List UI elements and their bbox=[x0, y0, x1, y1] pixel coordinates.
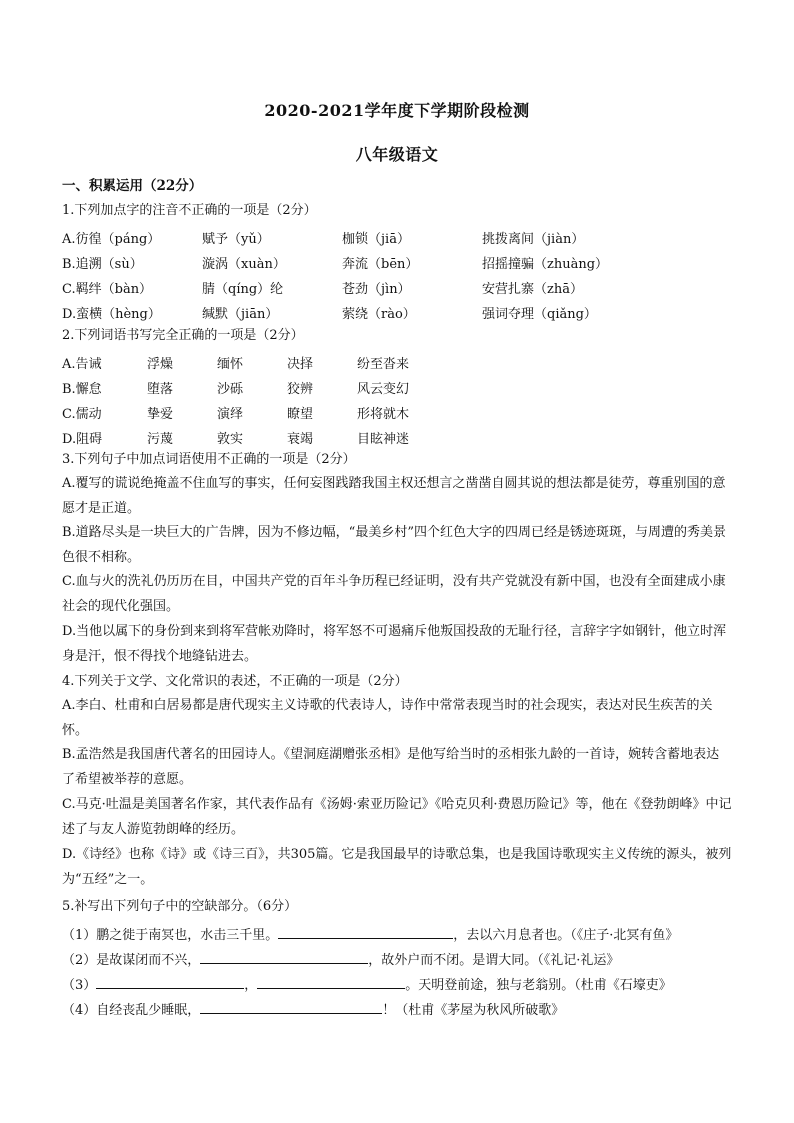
q2-b-2: 堕落 bbox=[147, 382, 174, 397]
q1-b-2: 漩涡（xuàn） bbox=[202, 257, 286, 272]
q4-option-a: A.李白、杜甫和白居易都是唐代现实主义诗歌的代表诗人，诗作中常常表现当时的社会现实，表达对民生疾苦的关怀。 bbox=[62, 698, 713, 738]
q2-a-5: 纷至沓来 bbox=[357, 357, 410, 372]
q3-stem: 3.下列句子中加点词语使用不正确的一项是（2分） bbox=[62, 452, 356, 467]
q3-option-b: B.道路尽头是一块巨大的广告牌，因为不修边幅，“最美乡村”四个红色大字的四周已经是锈迹斑斑，与周遭的秀美景色很不相称。 bbox=[62, 525, 726, 565]
q4-option-c: C.马克·吐温是美国著名作家，其代表作品有《汤姆·索亚历险记》《哈克贝利·费恩历险记》等，他在《登勃朗峰》中记述了与友人游览勃朗峰的经历。 bbox=[62, 797, 732, 837]
answer-blank[interactable] bbox=[200, 1000, 382, 1014]
q3-option-c: C.血与火的洗礼仍历历在目，中国共产党的百年斗争历程已经证明，没有共产党就没有新中国，也没有全面建成小康社会的现代化强国。 bbox=[62, 574, 726, 614]
answer-blank[interactable] bbox=[278, 925, 453, 939]
section-heading: 一、积累运用（22分） bbox=[62, 178, 203, 194]
q1-b-4: 招摇撞骗（zhuàng） bbox=[482, 257, 609, 272]
q2-b-5: 风云变幻 bbox=[357, 382, 410, 397]
q2-a-4: 决择 bbox=[287, 357, 314, 372]
q5-line-3 bbox=[62, 974, 672, 993]
q1-a-4: 挑拨离间（jiàn） bbox=[482, 232, 585, 247]
q1-row-a bbox=[62, 228, 742, 247]
q2-row-a bbox=[62, 353, 742, 372]
q1-c-2: 腈（qíng）纶 bbox=[202, 282, 284, 297]
exam-title: 2020-2021学年度下学期阶段检测 bbox=[264, 101, 530, 120]
answer-blank[interactable] bbox=[257, 975, 405, 989]
q2-row-b bbox=[62, 378, 742, 397]
exam-subtitle: 八年级语文 bbox=[355, 145, 439, 164]
q1-d-4: 强词夺理（qiǎng） bbox=[482, 307, 597, 322]
q1-d-1: D.蛮横（hèng） bbox=[62, 307, 161, 322]
q1-a-2: 赋予（yǔ） bbox=[202, 232, 270, 247]
answer-blank[interactable] bbox=[200, 950, 368, 964]
q5-stem: 5.补写出下列句子中的空缺部分。（6分） bbox=[62, 899, 298, 914]
q1-d-2: 缄默（jiān） bbox=[202, 307, 279, 322]
q1-d-3: 萦绕（rào） bbox=[342, 307, 416, 322]
q1-a-3: 枷锁（jiā） bbox=[342, 232, 410, 247]
q5-3-mid: ， bbox=[244, 978, 258, 993]
q2-d-2: 污蔑 bbox=[147, 432, 174, 447]
q5-line-1 bbox=[62, 924, 679, 943]
q2-row-c bbox=[62, 403, 742, 422]
q1-b-3: 奔流（bēn） bbox=[342, 257, 419, 272]
q5-line-2 bbox=[62, 949, 620, 968]
answer-blank[interactable] bbox=[96, 975, 244, 989]
q1-row-d bbox=[62, 303, 742, 322]
q2-a-3: 缅怀 bbox=[217, 357, 244, 372]
q2-b-3: 沙砾 bbox=[217, 382, 244, 397]
q2-b-4: 狡辨 bbox=[287, 382, 314, 397]
q2-c-5: 形将就木 bbox=[357, 407, 410, 422]
q2-d-1: D.阻碍 bbox=[62, 432, 103, 447]
q3-option-a: A.覆写的谎说绝掩盖不住血写的事实，任何妄图践踏我国主权还想言之凿凿自圆其说的想法都是徒劳，尊重别国的意愿才是正道。 bbox=[62, 476, 726, 516]
q1-b-1: B.追溯（sù） bbox=[62, 257, 143, 272]
q4-stem: 4.下列关于文学、文化常识的表述，不正确的一项是（2分） bbox=[62, 674, 408, 689]
q4-option-d: D.《诗经》也称《诗》或《诗三百》，共305篇。它是我国最早的诗歌总集，也是我国诗歌现实主义传统的源头，被列为“五经”之一。 bbox=[62, 847, 732, 887]
q5-3-post: 。天明登前途，独与老翁别。（杜甫《石壕吏》 bbox=[405, 978, 672, 993]
q5-2-pre: （2）是故谋闭而不兴， bbox=[62, 953, 201, 968]
q1-c-3: 苍劲（jìn） bbox=[342, 282, 411, 297]
q5-4-pre: （4）自经丧乱少睡眠， bbox=[62, 1003, 201, 1018]
q1-row-b bbox=[62, 253, 742, 272]
q2-row-d bbox=[62, 428, 742, 447]
q3-option-d: D.当他以属下的身份到来到将军营帐劝降时，将军怒不可遏痛斥他叛国投敌的无耻行径，言辞字字如钢针，他立时浑身是汗，恨不得找个地缝钻进去。 bbox=[62, 624, 727, 664]
q4-option-b: B.孟浩然是我国唐代著名的田园诗人。《望洞庭湖赠张丞相》是他写给当时的丞相张九龄的一首诗，婉转含蓄地表达了希望被举荐的意愿。 bbox=[62, 747, 720, 787]
q2-d-3: 敦实 bbox=[217, 432, 244, 447]
q2-d-4: 衰竭 bbox=[287, 432, 314, 447]
q2-c-1: C.儒动 bbox=[62, 407, 102, 422]
q2-b-1: B.懈怠 bbox=[62, 382, 102, 397]
q5-3-pre: （3） bbox=[62, 978, 97, 993]
q1-c-1: C.羁绊（bàn） bbox=[62, 282, 153, 297]
q1-stem: 1.下列加点字的注音不正确的一项是（2分） bbox=[62, 203, 317, 218]
q2-c-3: 演绎 bbox=[217, 407, 244, 422]
q2-d-5: 目眩神迷 bbox=[357, 432, 410, 447]
q2-c-2: 挚爱 bbox=[147, 407, 174, 422]
q2-c-4: 瞭望 bbox=[287, 407, 314, 422]
q2-a-2: 浮燥 bbox=[147, 357, 174, 372]
q2-a-1: A.告诫 bbox=[62, 357, 102, 372]
q5-line-4 bbox=[62, 999, 565, 1018]
q5-1-pre: （1）鹏之徙于南冥也，水击三千里。 bbox=[62, 928, 279, 943]
q5-1-post: ，去以六月息者也。（《庄子·北冥有鱼》 bbox=[453, 928, 679, 943]
q1-row-c bbox=[62, 278, 742, 297]
q1-a-1: A.彷徨（páng） bbox=[62, 232, 161, 247]
q5-2-post: ，故外户而不闭。是谓大同。（《礼记·礼运》 bbox=[368, 953, 620, 968]
q2-stem: 2.下列词语书写完全正确的一项是（2分） bbox=[62, 328, 304, 343]
q5-4-post: ！（杜甫《茅屋为秋风所破歌》 bbox=[382, 1003, 565, 1018]
q1-c-4: 安营扎寨（zhā） bbox=[482, 282, 583, 297]
